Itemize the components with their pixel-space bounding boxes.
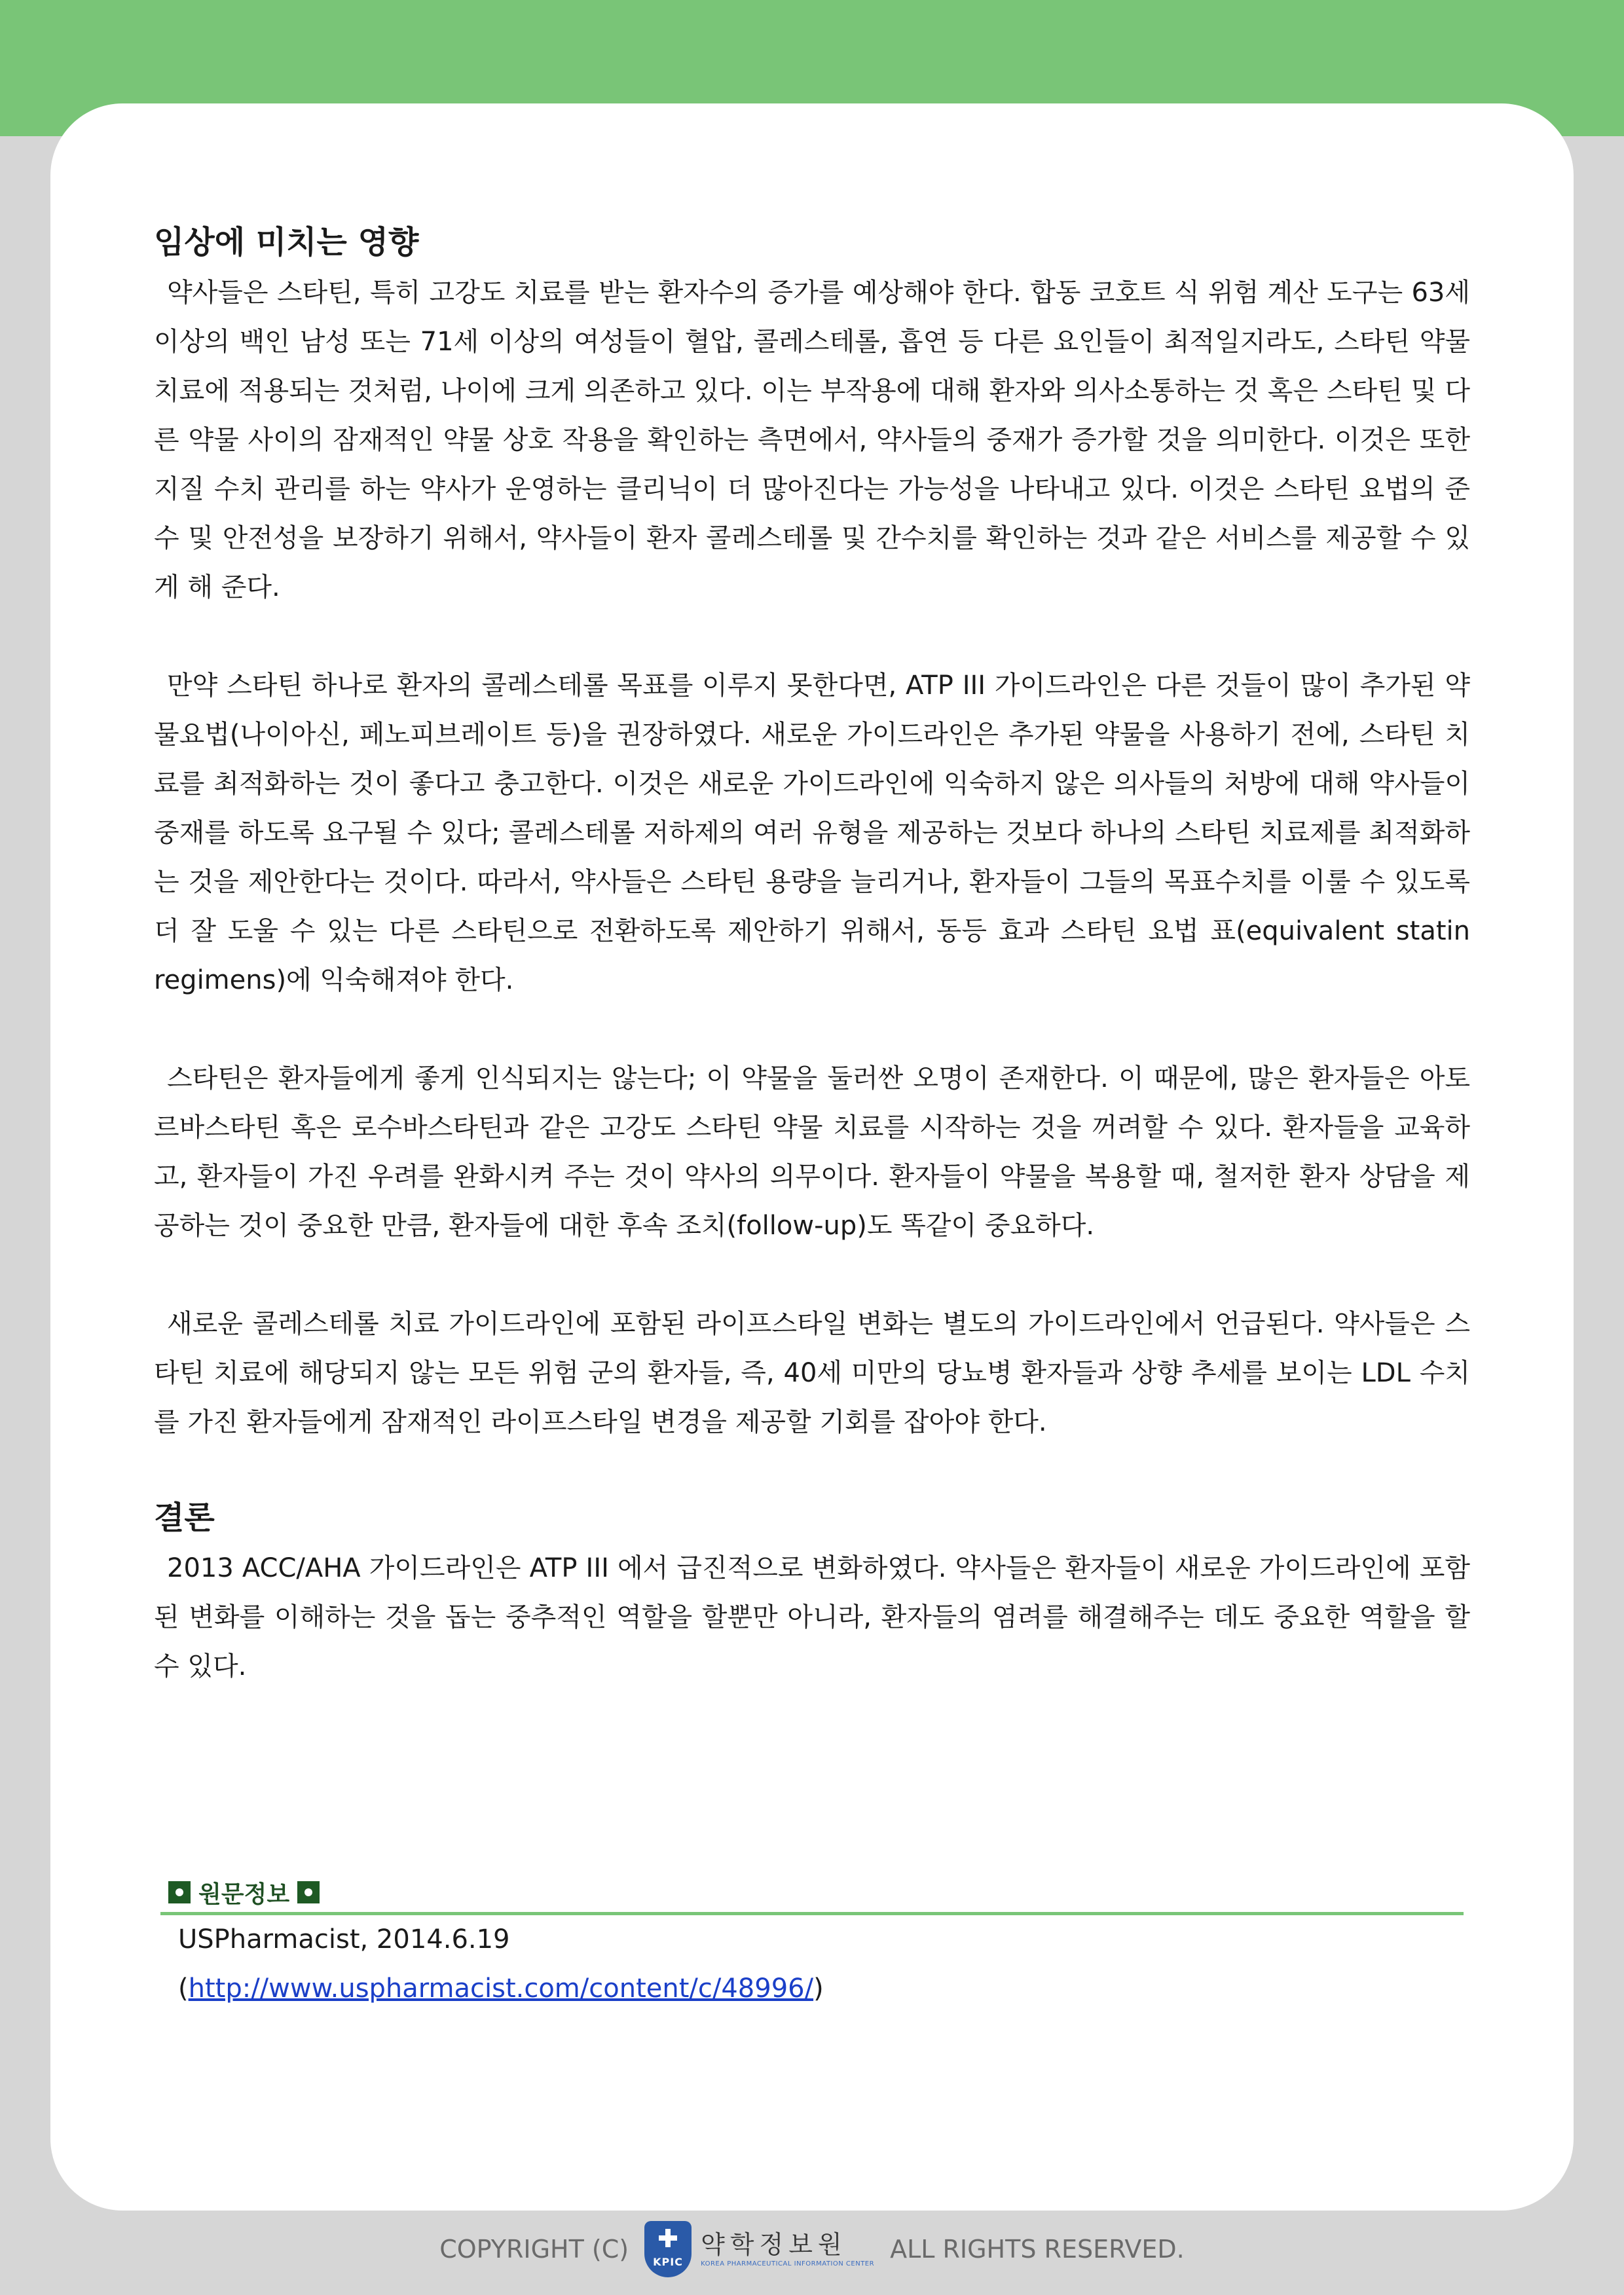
paren-close: ) — [813, 1974, 824, 2004]
source-label: 원문정보 — [198, 1881, 290, 1908]
source-citation: USPharmacist, 2014.6.19 — [178, 1924, 510, 1955]
section-title-conclusion: 결론 — [154, 1499, 215, 1536]
paragraph: 2013 ACC/AHA 가이드라인은 ATP III 에서 급진적으로 변화하였다. 약사들은 환자들이 새로운 가이드라인에 포함된 변화를 이해하는 것을 돕는 중추적인 역할을 할뿐만 아니라, 환자들의 염려를 해결해주는 데도 중요한 역할을 할 수 있다. — [154, 1553, 1470, 1681]
copyright-text: COPYRIGHT (C) — [439, 2235, 629, 2264]
source-link-line — [160, 1964, 1464, 2013]
paragraph: 스타틴은 환자들에게 좋게 인식되지는 않는다; 이 약물을 둘러싼 오명이 존재한다. 이 때문에, 많은 환자들은 아토르바스타틴 혹은 로수바스타틴과 같은 고강도 스타틴 약물 치료를 시작하는 것을 꺼려할 수 있다. 환자들을 교육하고, 환자들이 가진 우려를 완화시켜 주는 것이 약사의 의무이다. 환자들이 약물을 복용할 때, 철저한 환자 상담을 제공하는 것이 중요한 만큼, 환자들에 대한 후속 조치(follow-up)도 똑같이 중요하다. — [154, 1063, 1470, 1241]
section-title-clinical-impact: 임상에 미치는 영향 — [154, 224, 419, 261]
footer — [0, 2220, 1624, 2279]
source-heading — [160, 1875, 1464, 1909]
rights-text: ALL RIGHTS RESERVED. — [890, 2235, 1185, 2264]
paragraph: 새로운 콜레스테롤 치료 가이드라인에 포함된 라이프스타일 변화는 별도의 가이드라인에서 언급된다. 약사들은 스타틴 치료에 해당되지 않는 모든 위험 군의 환자들, 즉, 40세 미만의 당뇨병 환자들과 상향 추세를 보이는 LDL 수치를 가진 환자들에게 잠재적인 라이프스타일 변경을 제공할 기회를 잡아야 한다. — [154, 1309, 1470, 1437]
source-info — [160, 1875, 1464, 2013]
bullet-square-icon — [168, 1881, 191, 1903]
paragraph: 만약 스타틴 하나로 환자의 콜레스테롤 목표를 이루지 못한다면, ATP III 가이드라인은 다른 것들이 많이 추가된 약물요법(나이아신, 페노피브레이트 등)을 권장하였다. 새로운 가이드라인은 추가된 약물을 사용하기 전에, 스타틴 치료를 최적화하는 것이 좋다고 충고한다. 이것은 새로운 가이드라인에 익숙하지 않은 의사들의 처방에 대해 약사들이 중재를 하도록 요구될 수 있다; 콜레스테롤 저하제의 여러 유형을 제공하는 것보다 하나의 스타틴 치료제를 최적화하는 것을 제안한다는 것이다. 따라서, 약사들은 스타틴 용량을 늘리거나, 환자들이 그들의 목표수치를 이룰 수 있도록 더 잘 도울 수 있는 다른 스타틴으로 전환하도록 제안하기 위해서, 동등 효과 스타틴 요법 표(equivalent statin regimens)에 익숙해져야 한다. — [154, 670, 1470, 995]
paragraph: 약사들은 스타틴, 특히 고강도 치료를 받는 환자수의 증가를 예상해야 한다. 합동 코호트 식 위험 계산 도구는 63세 이상의 백인 남성 또는 71세 이상의 여성들이 혈압, 콜레스테롤, 흡연 등 다른 요인들이 최적일지라도, 스타틴 약물 치료에 적용되는 것처럼, 나이에 크게 의존하고 있다. 이는 부작용에 대해 환자와 의사소통하는 것 혹은 스타틴 및 다른 약물 사이의 잠재적인 약물 상호 작용을 확인하는 측면에서, 약사들의 중재가 증가할 것을 의미한다. 이것은 또한 지질 수치 관리를 하는 약사가 운영하는 클리닉이 더 많아진다는 가능성을 나타내고 있다. 이것은 스타틴 요법의 준수 및 안전성을 보장하기 위해서, 약사들이 환자 콜레스테롤 및 간수치를 확인하는 것과 같은 서비스를 제공할 수 있게 해 준다. — [154, 278, 1470, 602]
kpic-shield-icon — [644, 2221, 692, 2277]
logo-english-name: KOREA PHARMACEUTICAL INFORMATION CENTER — [701, 2260, 875, 2267]
kpic-logo — [644, 2221, 874, 2277]
source-link[interactable]: http://www.uspharmacist.com/content/c/48996/ — [188, 1974, 814, 2004]
logo-korean-name: 약학정보원 — [701, 2230, 847, 2259]
paren-open: ( — [178, 1974, 189, 2004]
logo-abbr: KPIC — [653, 2256, 683, 2268]
article-body — [154, 216, 1470, 1691]
bullet-square-icon — [297, 1881, 320, 1903]
